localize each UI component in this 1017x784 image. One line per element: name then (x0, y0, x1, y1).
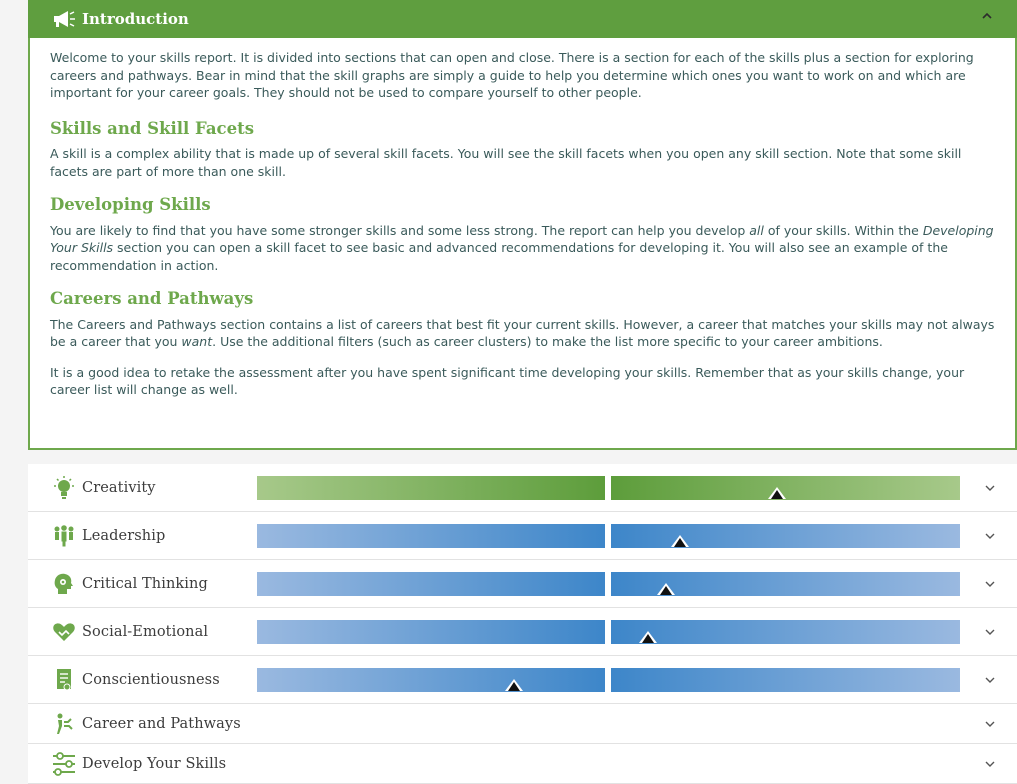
skill-row-leadership[interactable] (28, 512, 1017, 560)
skill-bar (257, 524, 960, 548)
emphasis-all: all (749, 222, 764, 238)
chevron-up-icon[interactable] (981, 10, 993, 22)
skill-row-creativity[interactable] (28, 464, 1017, 512)
skill-row-conscientiousness[interactable] (28, 656, 1017, 704)
section-row-career-pathways[interactable] (28, 704, 1017, 744)
heart-hands-icon (52, 620, 76, 644)
intro-body (28, 38, 1017, 450)
intro-retake-text: It is a good idea to retake the assessment after you have spent significant time developing your skills. Remember that as your skills change, your career list will change as well. (50, 364, 965, 397)
skill-row-social-emotional[interactable] (28, 608, 1017, 656)
bar-left-segment (257, 476, 605, 500)
bar-right-segment (611, 620, 960, 644)
intro-header[interactable] (28, 0, 1017, 38)
chevron-down-icon[interactable] (985, 579, 995, 589)
skill-level-marker (670, 534, 690, 548)
lightbulb-icon (52, 476, 76, 500)
heading-developing-skills: Developing Skills (50, 195, 211, 214)
intro-welcome-text: Welcome to your skills report. It is divided into sections that can open and close. There is a section for each of the skills plus a section for exploring careers and pathways. Bear in mind that the skill graphs are simply a guide to help you determine which ones you want to work on and which are important for your career goals. They should not be used to compare yourself to other people. (50, 50, 974, 100)
emphasis-want: want (181, 334, 213, 349)
chevron-down-icon[interactable] (985, 483, 995, 493)
skills-report (28, 0, 1017, 784)
skill-label: Leadership (82, 527, 166, 544)
skill-bar (257, 476, 960, 500)
skills-list (28, 464, 1017, 784)
chevron-down-icon[interactable] (985, 627, 995, 637)
text-segment: The Careers and Pathways section contains a list of careers that best fit your current skills. However, a career that matches your skills may not always be a career that you (50, 316, 995, 349)
skill-row-critical-thinking[interactable] (28, 560, 1017, 608)
intro-title: Introduction (82, 10, 189, 28)
intro-facets-text: A skill is a complex ability that is made up of several skill facets. You will see the skill facets when you open any skill section. Note that some skill facets are part of more than one skill. (50, 146, 962, 179)
chevron-down-icon[interactable] (985, 675, 995, 685)
intro-careers-text (50, 316, 995, 351)
section-label: Career and Pathways (82, 715, 241, 732)
skill-bar (257, 572, 960, 596)
heading-skills-facets: Skills and Skill Facets (50, 118, 255, 138)
text-segment: section you can open a skill facet to see basic and advanced recommendations for developing it. You will also see an example of the recommendation in action. (50, 240, 948, 273)
skill-label: Critical Thinking (82, 575, 208, 592)
skill-level-marker (504, 678, 524, 692)
intro-developing-text (50, 222, 995, 275)
bar-left-segment (257, 668, 605, 692)
checklist-document-icon (52, 668, 76, 692)
heading-careers-pathways: Careers and Pathways (50, 289, 254, 308)
career-path-icon (52, 712, 76, 736)
chevron-down-icon[interactable] (985, 719, 995, 729)
text-segment: . Use the additional filters (such as career clusters) to make the list more specific to your career ambitions. (212, 334, 883, 349)
bar-right-segment (611, 524, 960, 548)
head-gears-icon (52, 572, 76, 596)
skill-level-marker (656, 582, 676, 596)
text-segment: You are likely to find that you have some stronger skills and some less strong. The report can help you develop (50, 222, 750, 238)
chevron-down-icon[interactable] (985, 531, 995, 541)
skill-level-marker (767, 486, 787, 500)
chevron-down-icon[interactable] (985, 759, 995, 769)
section-label: Develop Your Skills (82, 755, 227, 772)
skill-label: Social-Emotional (82, 623, 209, 640)
bar-left-segment (257, 524, 605, 548)
skill-bar (257, 668, 960, 692)
skill-label: Conscientiousness (82, 671, 220, 688)
skill-level-marker (638, 630, 658, 644)
people-group-icon (52, 524, 76, 548)
section-row-develop-skills[interactable] (28, 744, 1017, 784)
bar-left-segment (257, 572, 605, 596)
skill-label: Creativity (82, 479, 156, 496)
bar-left-segment (257, 620, 605, 644)
sliders-icon (52, 752, 76, 776)
bar-right-segment (611, 668, 960, 692)
skill-bar (257, 620, 960, 644)
emphasis-section-name: Developing Your Skills (50, 222, 994, 255)
megaphone-icon (52, 9, 76, 29)
text-segment: of your skills. Within the (763, 222, 923, 238)
